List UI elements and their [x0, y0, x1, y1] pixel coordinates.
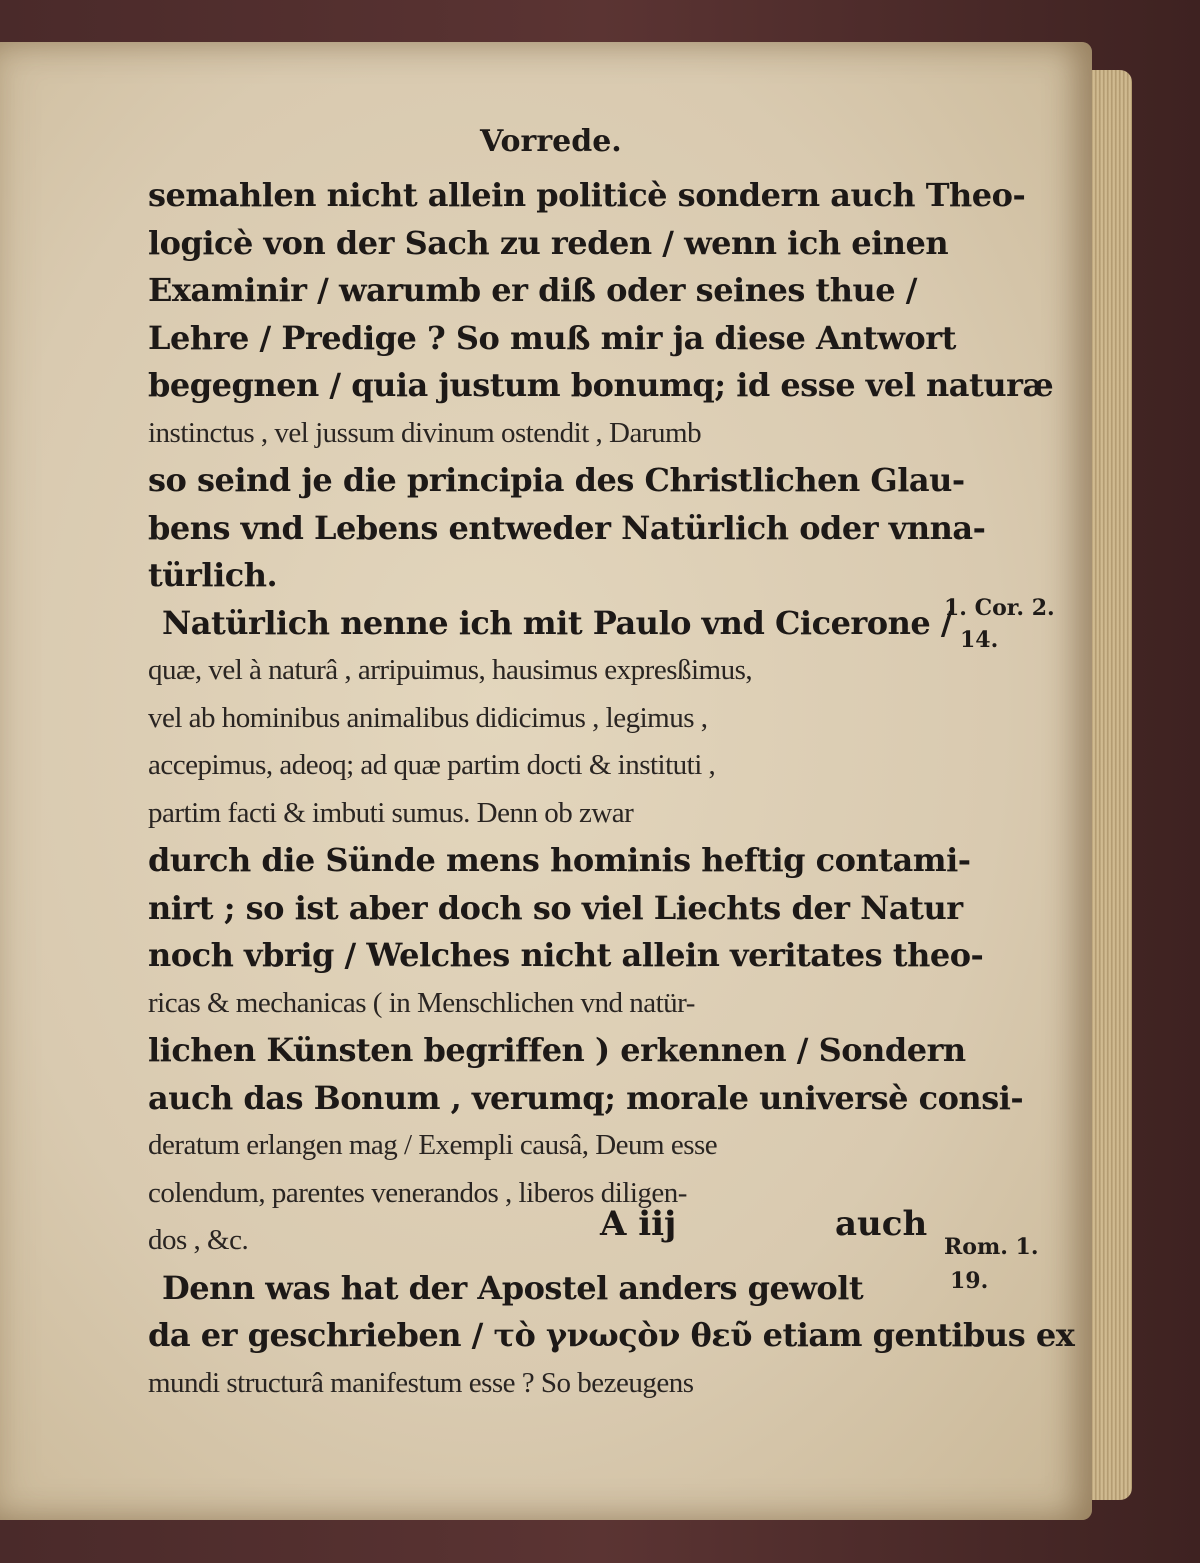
text-line: deratum erlangen mag / Exempli causâ, Deum esse [148, 1129, 718, 1161]
page-header: Vorrede. [480, 124, 622, 159]
text-line: begegnen / quia justum bonumq; id esse vel naturæ [148, 366, 1054, 404]
text-line: Examinir / warumb er diß oder seines thue / [148, 271, 917, 309]
margin-note: 1. Cor. 2. [944, 595, 1055, 621]
margin-note: 19. [950, 1268, 989, 1294]
text-line: ricas & mechanicas ( in Menschlichen vnd natür- [148, 986, 695, 1019]
text-line: semahlen nicht allein politicè sondern auch Theo- [148, 176, 1026, 214]
margin-note: 14. [960, 627, 999, 653]
text-line: nirt ; so ist aber doch so viel Liechts der Natur [148, 888, 963, 927]
text-line: accepimus, adeoq; ad quæ partim docti & instituti , [148, 749, 716, 781]
text-line: Natürlich nenne ich mit Paulo vnd Cicerone / [162, 603, 953, 642]
text-line: so seind je die principia des Christlichen Glau- [148, 461, 965, 499]
margin-note: Rom. 1. [944, 1234, 1039, 1260]
text-line: Lehre / Predige ? So muß mir ja diese Antwort [148, 318, 956, 357]
text-line: quæ, vel à naturâ , arripuimus, hausimus expresßimus, [148, 654, 753, 686]
text-line: Denn was hat der Apostel anders gewolt [162, 1268, 864, 1307]
text-line: bens vnd Lebens entweder Natürlich oder vnna- [148, 508, 986, 547]
page-edges [1092, 70, 1132, 1500]
text-line: dos , &c. [148, 1224, 249, 1256]
text-line: instinctus , vel jussum divinum ostendit , Darumb [148, 416, 702, 449]
catchword: auch [835, 1204, 928, 1244]
text-line: türlich. [148, 556, 278, 594]
text-line: durch die Sünde mens hominis heftig contami- [148, 841, 971, 879]
text-line: auch das Bonum , verumq; morale universè consi- [148, 1078, 1024, 1117]
text-line: vel ab hominibus animalibus didicimus , legimus , [148, 701, 708, 734]
text-line: partim facti & imbuti sumus. Denn ob zwar [148, 796, 634, 829]
text-line: noch vbrig / Welches nicht allein veritates theo- [148, 936, 984, 974]
text-line: lichen Künsten begriffen ) erkennen / Sondern [148, 1031, 966, 1069]
text-line: colendum, parentes venerandos , liberos diligen- [148, 1176, 687, 1209]
signature-mark: A iij [600, 1204, 677, 1244]
text-line: logicè von der Sach zu reden / wenn ich einen [148, 223, 949, 262]
text-line: mundi structurâ manifestum esse ? So bezeugens [148, 1366, 694, 1399]
text-line: da er geschrieben / τὸ γνωςὸν θεῦ etiam gentibus ex [148, 1316, 1075, 1354]
